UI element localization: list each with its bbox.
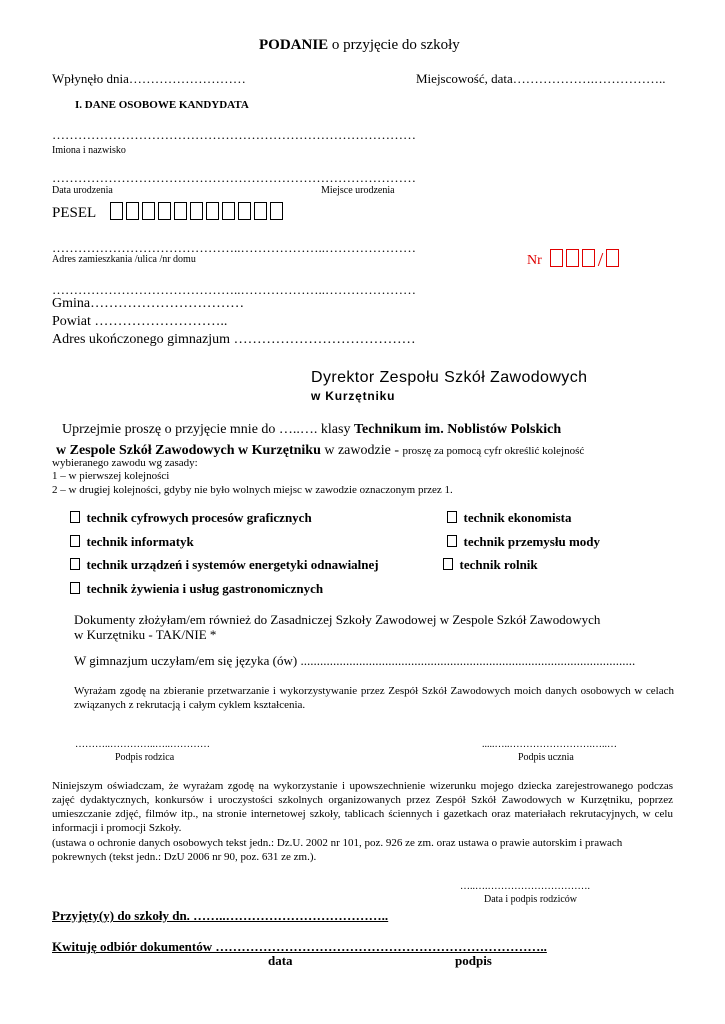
nr-field[interactable] [527, 249, 622, 272]
nr-label: Nr [527, 253, 542, 268]
parent-signature-field[interactable]: ………..…………..…..………… [75, 739, 210, 750]
image-consent: Niniejszym oświadczam, że wyrażam zgodę na wykorzystanie i upowszechnienie wizerunku mojego dziecka zarejestrowanego podczas zajęć dydaktycznych, konkursów i uroczystości szkolnych organizowanych przez Zespół Szkół Zawodowych w Kurzętniku, poprzez umieszczanie zdjęć, filmów itp., na stronie internetowej szkoły, tablicach ściennych i gazetkach oraz materiałach rekrutacyjnych, w celu informacji i promocji Szkoły. [52, 780, 673, 834]
order-instruction: proszę za pomocą cyfr określić kolejność [402, 445, 585, 457]
profession-option[interactable] [70, 557, 379, 573]
parent-signature-label: Podpis rodzica [115, 752, 175, 763]
address-field[interactable]: ……………………………………..………………..………………… [52, 240, 416, 255]
received-field[interactable]: Wpłynęło dnia……………………… [52, 71, 246, 86]
pesel-digit-box[interactable] [110, 202, 123, 220]
profession-option[interactable] [443, 557, 538, 573]
language-field[interactable]: W gimnazjum uczyłam/em się języka (ów) ....................................................................................................... [74, 653, 636, 668]
pesel-digit-box[interactable] [222, 202, 235, 220]
address-field-2[interactable]: ……………………………………..………………..………………… [52, 282, 416, 297]
docs-line1: Dokumenty złożyłam/em również do Zasadniczej Szkoły Zawodowej w Zespole Szkół Zawodowych [74, 612, 601, 627]
recipient-line1: Dyrektor Zespołu Szkół Zawodowych [311, 369, 588, 386]
checkbox[interactable] [447, 535, 457, 547]
law-reference: (ustawa o ochronie danych osobowych tekst jedn.: Dz.U. 2002 nr 101, poz. 926 ze zm. oraz ustawa o prawie autorskim i prawach pokrewnych (tekst jedn.: DzU 2006 nr 90, poz. 631 ze zm.). [52, 837, 623, 863]
nr-box[interactable] [566, 249, 579, 267]
profession-label: technik przemysłu mody [463, 534, 600, 549]
received-docs-field[interactable]: Kwituję odbiór dokumentów ………………………………………………………………….. [52, 939, 547, 954]
profession-option[interactable] [70, 581, 323, 597]
footer-date-label: data [268, 953, 293, 968]
accepted-field[interactable]: Przyjęty(y) do szkoły dn. ……..……………………………….. [52, 908, 389, 923]
address-label: Adres zamieszkania /ulica /nr domu [52, 254, 196, 265]
name-label: Imiona i nazwisko [52, 145, 126, 156]
profession-option[interactable] [447, 534, 600, 550]
nr-slash: / [597, 249, 604, 271]
checkbox[interactable] [443, 558, 453, 570]
profession-label: technik ekonomista [463, 510, 572, 525]
student-signature-field[interactable]: .....…..…………………….…..… [482, 739, 617, 750]
recipient-line2: w Kurzętniku [311, 389, 396, 403]
place-date-field[interactable]: Miejscowość, data……………….…………….. [416, 71, 666, 86]
checkbox[interactable] [70, 511, 80, 523]
in-profession: w zawodzie - [320, 443, 403, 458]
gimnazjum-field[interactable]: Adres ukończonego gimnazjum ………………………………… [52, 332, 416, 347]
pesel-boxes[interactable] [110, 204, 286, 221]
pesel-digit-box[interactable] [190, 202, 203, 220]
birth-date-label: Data urodzenia [52, 185, 113, 196]
title-bold: PODANIE [259, 37, 329, 53]
docs-line2[interactable]: w Kurzętniku - TAK/NIE * [74, 627, 217, 642]
school-name: Technikum im. Noblistów Polskich [353, 422, 562, 437]
request-text: Uprzejmie proszę o przyjęcie mnie do …..…. klasy [62, 422, 354, 437]
pesel-digit-box[interactable] [158, 202, 171, 220]
section-heading: I. DANE OSOBOWE KANDYDATA [75, 99, 249, 111]
profession-option[interactable] [70, 510, 312, 526]
profession-label: technik urządzeń i systemów energetyki odnawialnej [86, 557, 379, 572]
pesel-digit-box[interactable] [174, 202, 187, 220]
document-title [259, 37, 460, 54]
name-field[interactable]: ………………………………………………………………………… [52, 127, 416, 142]
profession-label: technik rolnik [459, 557, 538, 572]
order-rule-2: 2 – w drugiej kolejności, gdyby nie było wolnych miejsc w zawodzie oznaczonym przez 1. [52, 484, 453, 496]
profession-option[interactable] [70, 534, 194, 550]
order-rule-1: 1 – w pierwszej kolejności [52, 470, 170, 482]
pesel-digit-box[interactable] [254, 202, 267, 220]
order-rule: wybieranego zawodu wg zasady: [52, 457, 198, 469]
parents-signature-label: Data i podpis rodziców [484, 894, 578, 905]
powiat-field[interactable]: Powiat ……………………….. [52, 314, 228, 329]
checkbox[interactable] [70, 558, 80, 570]
checkbox[interactable] [70, 535, 80, 547]
pesel-digit-box[interactable] [270, 202, 283, 220]
school-complex: w Zespole Szkół Zawodowych w Kurzętniku [56, 443, 321, 458]
pesel-digit-box[interactable] [126, 202, 139, 220]
profession-label: technik cyfrowych procesów graficznych [86, 510, 312, 525]
data-consent: Wyrażam zgodę na zbieranie przetwarzanie i wykorzystywanie przez Zespół Szkół Zawodowych moich danych osobowych w celach związanych z rekrutacją i całym cyklem kształcenia. [74, 685, 674, 711]
gmina-field[interactable]: Gmina…………………………… [52, 296, 245, 311]
pesel-row [52, 202, 286, 222]
title-rest: o przyjęcie do szkoły [331, 37, 460, 53]
checkbox[interactable] [447, 511, 457, 523]
nr-box[interactable] [582, 249, 595, 267]
pesel-digit-box[interactable] [238, 202, 251, 220]
birth-place-label: Miejsce urodzenia [321, 185, 395, 196]
nr-box[interactable] [550, 249, 563, 267]
checkbox[interactable] [70, 582, 80, 594]
pesel-digit-box[interactable] [206, 202, 219, 220]
birth-field[interactable]: ………………………………………………………………………… [52, 170, 416, 185]
footer-signature-label: podpis [455, 953, 492, 968]
parents-signature-field[interactable]: …..….…………………………. [460, 881, 590, 892]
student-signature-label: Podpis ucznia [518, 752, 574, 763]
request-line1 [62, 422, 561, 438]
pesel-label: PESEL [52, 205, 97, 221]
profession-label: technik żywienia i usług gastronomicznych [86, 581, 324, 596]
pesel-digit-box[interactable] [142, 202, 155, 220]
profession-label: technik informatyk [86, 534, 194, 549]
nr-box[interactable] [606, 249, 619, 267]
profession-option[interactable] [447, 510, 571, 526]
